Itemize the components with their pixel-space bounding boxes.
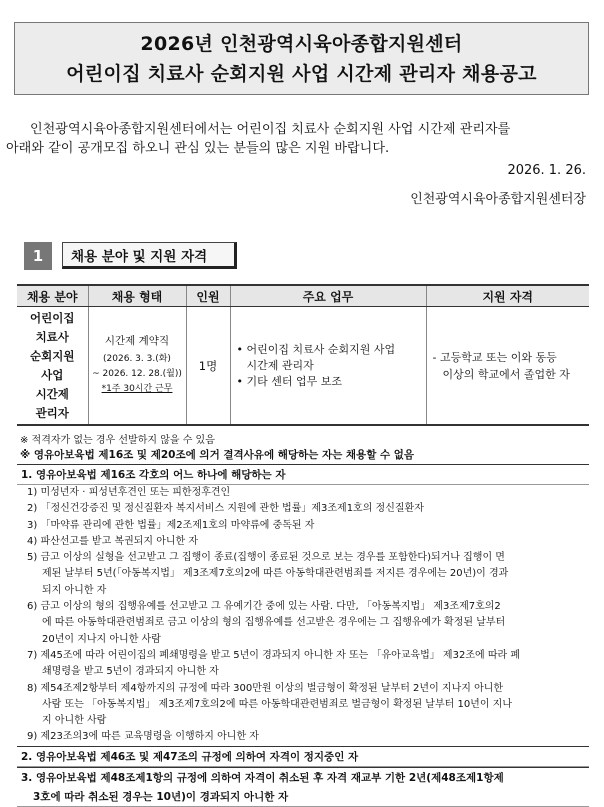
list-item-cont: 20년이 지나지 아니한 사람 bbox=[42, 633, 161, 645]
disq-heading-1: 1. 영유아보육법 제16조 각호의 어느 하나에 해당하는 자 bbox=[17, 464, 589, 485]
title-line-2: 어린이집 치료사 순회지원 사업 시간제 관리자 채용공고 bbox=[66, 62, 537, 85]
intro-line-2: 아래와 같이 공개모집 하오니 관심 있는 분들의 많은 지원 바랍니다. bbox=[6, 141, 390, 156]
field-line: 순회지원 bbox=[30, 348, 75, 363]
qual-line: 이상의 학교에서 졸업한 자 bbox=[442, 367, 570, 381]
section-title: 채용 분야 및 지원 자격 bbox=[62, 242, 237, 269]
title-box bbox=[14, 22, 589, 95]
field-line: 관리자 bbox=[35, 405, 69, 420]
duty-line: • 기타 센터 업무 보조 bbox=[236, 374, 342, 388]
recruitment-table bbox=[17, 284, 589, 426]
list-item: 6) 금고 이상의 형의 집행유예를 선고받고 그 유예기간 중에 있는 사람. 다만, 「아동복지법」 제3조제7호의2 bbox=[27, 601, 501, 613]
title-line-1: 2026년 인천광역시육아종합지원센터 bbox=[140, 32, 463, 55]
note-2: ※ 영유아보육법 제16조 및 제20조에 의거 결격사유에 해당하는 자는 채용할 수 없음 bbox=[20, 449, 415, 461]
list-item: 8) 제54조제2항부터 제4항까지의 규정에 따라 300만원 이상의 벌금형이 확정된 날부터 2년이 지나지 아니한 bbox=[27, 682, 504, 694]
duty-line: 시간제 관리자 bbox=[246, 358, 314, 372]
list-item: 7) 제45조에 따라 어린이집의 폐쇄명령을 받고 5년이 경과되지 아니한 자 또는 「유아교육법」 제32조에 따라 폐 bbox=[27, 649, 520, 661]
list-item: 2) 「정신건강증진 및 정신질환자 복지서비스 지원에 관한 법률」제3조제1호의 정신질환자 bbox=[27, 503, 424, 515]
table-header: 지원 자격 bbox=[426, 285, 589, 307]
notes bbox=[20, 433, 414, 463]
table-header-row bbox=[17, 285, 589, 307]
list-item: 3) 「마약류 관리에 관한 법률」제2조제1호의 마약류에 중독된 자 bbox=[27, 519, 315, 531]
list-item: 9) 제23조의3에 따른 교육명령을 이행하지 아니한 자 bbox=[27, 731, 259, 743]
duty-cell bbox=[230, 307, 426, 426]
type-main: 시간제 계약직 bbox=[104, 335, 170, 347]
list-item: 5) 금고 이상의 실형을 선고받고 그 집행이 종료(집행이 종료된 것으로 보는 경우를 포함한다)되거나 집행이 면 bbox=[27, 552, 505, 564]
list-item-cont: 쇄명령을 받고 5년이 경과되지 아니한 자 bbox=[42, 666, 219, 678]
table-header: 주요 업무 bbox=[230, 285, 426, 307]
field-line: 어린이집 bbox=[30, 310, 75, 325]
list-item-cont: 제된 날부터 5년(「아동복지법」 제3조제7호의2에 따른 아동학대관련범죄를 저지른 경우에는 20년)이 경과 bbox=[42, 568, 509, 580]
duty-line: • 어린이집 치료사 순회지원 사업 bbox=[236, 342, 396, 356]
list-item: 1) 미성년자 · 피성년후견인 또는 피한정후견인 bbox=[27, 487, 231, 498]
intro-paragraph bbox=[6, 120, 590, 158]
intro-line-1: 인천광역시육아종합지원센터에서는 어린이집 치료사 순회지원 사업 시간제 관리자를 bbox=[30, 122, 511, 137]
list-item: 4) 파산선고를 받고 복권되지 아니한 자 bbox=[27, 535, 199, 547]
note-1: ※ 적격자가 없는 경우 선발하지 않을 수 있음 bbox=[20, 435, 215, 446]
qual-line: - 고등학교 또는 이와 동등 bbox=[432, 350, 557, 364]
disq-heading-2: 2. 영유아보육법 제46조 및 제47조의 규정에 의하여 자격이 정지중인 자 bbox=[17, 746, 589, 767]
list-item-cont: 지 아니한 사람 bbox=[42, 715, 107, 727]
type-period-start: (2026. 3. 3.(화) bbox=[103, 354, 171, 364]
field-cell bbox=[17, 307, 88, 426]
signer: 인천광역시육아종합지원센터장 bbox=[410, 192, 586, 207]
type-period-end: ~ 2026. 12. 28.(월)) bbox=[92, 369, 182, 379]
list-item-cont: 에 따른 아동학대관련범죄로 금고 이상의 형의 집행유예를 선고받은 경우에는 그 집행유예가 확정된 날부터 bbox=[42, 617, 506, 629]
disq-heading-3: 3. 영유아보육법 제48조제1항의 규정에 의하여 자격이 취소된 후 자격 재교부 기한 2년(제48조제1항제 bbox=[17, 767, 589, 787]
list-item-cont: 되지 아니한 자 bbox=[42, 584, 107, 596]
type-cell bbox=[88, 307, 186, 426]
field-line: 사업 bbox=[41, 367, 64, 382]
section-number: 1 bbox=[24, 242, 52, 270]
list-item-cont: 사람 또는 「아동복지법」 제3조제7호의2에 따른 아동학대관련범죄로 벌금형이 확정된 날부터 10년이 지나 bbox=[42, 698, 512, 710]
table-row bbox=[17, 307, 589, 426]
disq-heading-3-cont: 3호에 따라 취소된 경우는 10년)이 경과되지 아니한 자 bbox=[17, 787, 589, 807]
announcement-date: 2026. 1. 26. bbox=[507, 163, 586, 178]
type-hours: *1주 30시간 근무 bbox=[101, 384, 173, 394]
table-header: 인원 bbox=[186, 285, 230, 307]
table-header: 채용 형태 bbox=[88, 285, 186, 307]
table-header: 채용 분야 bbox=[17, 285, 88, 307]
disqualification-list bbox=[17, 464, 589, 807]
field-line: 시간제 bbox=[35, 386, 69, 401]
field-line: 치료사 bbox=[35, 329, 69, 344]
qualification-cell bbox=[426, 307, 589, 426]
count-cell: 1명 bbox=[186, 307, 230, 426]
